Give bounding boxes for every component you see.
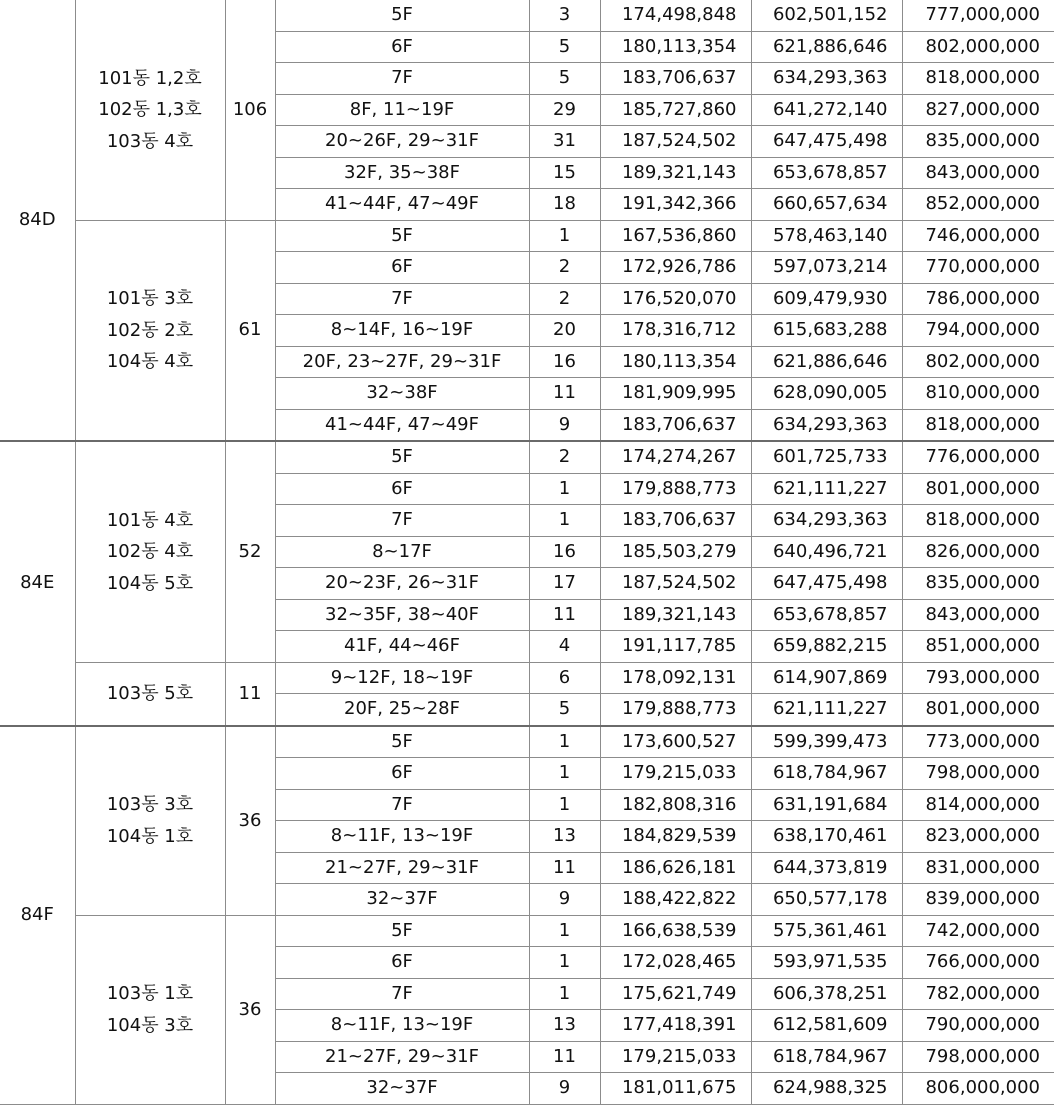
total-price-cell: 742,000,000 bbox=[902, 915, 1054, 947]
total-price-cell: 818,000,000 bbox=[902, 63, 1054, 95]
floor-range-cell: 41~44F, 47~49F bbox=[275, 409, 529, 441]
unit-count-cell: 17 bbox=[529, 568, 600, 600]
unit-count-cell: 2 bbox=[529, 441, 600, 473]
unit-count-cell: 15 bbox=[529, 157, 600, 189]
building-price-cell: 659,882,215 bbox=[751, 631, 902, 663]
unit-count-cell: 16 bbox=[529, 536, 600, 568]
floor-range-cell: 21~27F, 29~31F bbox=[275, 1041, 529, 1073]
unit-count-cell: 18 bbox=[529, 189, 600, 221]
floor-range-cell: 6F bbox=[275, 252, 529, 284]
unit-count-cell: 1 bbox=[529, 978, 600, 1010]
floor-range-cell: 6F bbox=[275, 947, 529, 979]
land-price-cell: 176,520,070 bbox=[600, 283, 751, 315]
floor-range-cell: 9~12F, 18~19F bbox=[275, 662, 529, 694]
building-price-cell: 631,191,684 bbox=[751, 789, 902, 821]
building-price-cell: 601,725,733 bbox=[751, 441, 902, 473]
floor-range-cell: 7F bbox=[275, 789, 529, 821]
building-price-cell: 621,886,646 bbox=[751, 31, 902, 63]
total-price-cell: 851,000,000 bbox=[902, 631, 1054, 663]
total-price-cell: 852,000,000 bbox=[902, 189, 1054, 221]
unit-count-cell: 5 bbox=[529, 694, 600, 726]
total-price-cell: 801,000,000 bbox=[902, 694, 1054, 726]
total-price-cell: 773,000,000 bbox=[902, 726, 1054, 758]
total-price-cell: 746,000,000 bbox=[902, 220, 1054, 252]
building-price-cell: 615,683,288 bbox=[751, 315, 902, 347]
household-count-cell: 11 bbox=[225, 662, 275, 726]
building-price-cell: 647,475,498 bbox=[751, 126, 902, 158]
building-unit-line: 102동 1,3호 bbox=[98, 99, 202, 120]
total-price-cell: 786,000,000 bbox=[902, 283, 1054, 315]
unit-count-cell: 1 bbox=[529, 726, 600, 758]
unit-count-cell: 5 bbox=[529, 31, 600, 63]
total-price-cell: 839,000,000 bbox=[902, 884, 1054, 916]
total-price-cell: 770,000,000 bbox=[902, 252, 1054, 284]
land-price-cell: 173,600,527 bbox=[600, 726, 751, 758]
total-price-cell: 802,000,000 bbox=[902, 31, 1054, 63]
land-price-cell: 182,808,316 bbox=[600, 789, 751, 821]
unit-count-cell: 1 bbox=[529, 220, 600, 252]
building-price-cell: 599,399,473 bbox=[751, 726, 902, 758]
building-price-cell: 628,090,005 bbox=[751, 378, 902, 410]
building-unit-line: 104동 5호 bbox=[106, 572, 194, 594]
building-price-cell: 606,378,251 bbox=[751, 978, 902, 1010]
land-price-cell: 179,888,773 bbox=[600, 694, 751, 726]
unit-count-cell: 16 bbox=[529, 346, 600, 378]
land-price-cell: 183,706,637 bbox=[600, 63, 751, 95]
floor-range-cell: 5F bbox=[275, 915, 529, 947]
building-price-cell: 653,678,857 bbox=[751, 157, 902, 189]
total-price-cell: 766,000,000 bbox=[902, 947, 1054, 979]
building-unit-line: 101동 4호 bbox=[106, 509, 194, 531]
unit-count-cell: 1 bbox=[529, 947, 600, 979]
land-price-cell: 178,316,712 bbox=[600, 315, 751, 347]
building-unit-line: 102동 4호 bbox=[106, 541, 194, 562]
floor-range-cell: 6F bbox=[275, 758, 529, 790]
building-price-cell: 618,784,967 bbox=[751, 1041, 902, 1073]
building-price-cell: 644,373,819 bbox=[751, 852, 902, 884]
household-count-cell: 36 bbox=[225, 915, 275, 1104]
unit-type-cell: 84E bbox=[0, 441, 75, 726]
building-price-cell: 621,111,227 bbox=[751, 694, 902, 726]
building-price-cell: 578,463,140 bbox=[751, 220, 902, 252]
unit-count-cell: 9 bbox=[529, 1073, 600, 1105]
building-unit-line: 101동 1,2호 bbox=[98, 67, 202, 89]
floor-range-cell: 32F, 35~38F bbox=[275, 157, 529, 189]
building-price-cell: 634,293,363 bbox=[751, 505, 902, 537]
building-unit-cell bbox=[75, 220, 225, 441]
unit-count-cell: 13 bbox=[529, 1010, 600, 1042]
floor-range-cell: 7F bbox=[275, 63, 529, 95]
land-price-cell: 179,888,773 bbox=[600, 473, 751, 505]
land-price-cell: 174,498,848 bbox=[600, 0, 751, 31]
total-price-cell: 835,000,000 bbox=[902, 568, 1054, 600]
total-price-cell: 777,000,000 bbox=[902, 0, 1054, 31]
land-price-cell: 178,092,131 bbox=[600, 662, 751, 694]
unit-count-cell: 3 bbox=[529, 0, 600, 31]
unit-count-cell: 20 bbox=[529, 315, 600, 347]
floor-range-cell: 32~35F, 38~40F bbox=[275, 599, 529, 631]
land-price-cell: 191,117,785 bbox=[600, 631, 751, 663]
building-price-cell: 653,678,857 bbox=[751, 599, 902, 631]
floor-range-cell: 8~11F, 13~19F bbox=[275, 821, 529, 853]
land-price-cell: 179,215,033 bbox=[600, 758, 751, 790]
household-count-cell: 52 bbox=[225, 441, 275, 662]
land-price-cell: 175,621,749 bbox=[600, 978, 751, 1010]
land-price-cell: 172,028,465 bbox=[600, 947, 751, 979]
unit-count-cell: 11 bbox=[529, 1041, 600, 1073]
land-price-cell: 167,536,860 bbox=[600, 220, 751, 252]
land-price-cell: 186,626,181 bbox=[600, 852, 751, 884]
unit-count-cell: 5 bbox=[529, 63, 600, 95]
floor-range-cell: 8F, 11~19F bbox=[275, 94, 529, 126]
floor-range-cell: 41F, 44~46F bbox=[275, 631, 529, 663]
building-unit-line: 104동 1호 bbox=[106, 825, 194, 847]
floor-range-cell: 8~17F bbox=[275, 536, 529, 568]
unit-count-cell: 11 bbox=[529, 852, 600, 884]
total-price-cell: 843,000,000 bbox=[902, 599, 1054, 631]
unit-count-cell: 11 bbox=[529, 378, 600, 410]
land-price-cell: 184,829,539 bbox=[600, 821, 751, 853]
building-price-cell: 640,496,721 bbox=[751, 536, 902, 568]
unit-count-cell: 29 bbox=[529, 94, 600, 126]
unit-count-cell: 13 bbox=[529, 821, 600, 853]
land-price-cell: 180,113,354 bbox=[600, 346, 751, 378]
total-price-cell: 818,000,000 bbox=[902, 505, 1054, 537]
unit-count-cell: 4 bbox=[529, 631, 600, 663]
building-unit-cell bbox=[75, 662, 225, 726]
building-unit-line: 104동 4호 bbox=[106, 351, 194, 372]
floor-range-cell: 6F bbox=[275, 473, 529, 505]
floor-range-cell: 20F, 25~28F bbox=[275, 694, 529, 726]
total-price-cell: 826,000,000 bbox=[902, 536, 1054, 568]
building-price-cell: 614,907,869 bbox=[751, 662, 902, 694]
floor-range-cell: 5F bbox=[275, 441, 529, 473]
floor-range-cell: 20~23F, 26~31F bbox=[275, 568, 529, 600]
building-unit-line: 101동 3호 bbox=[106, 288, 194, 309]
table-row bbox=[0, 220, 1054, 252]
building-price-cell: 634,293,363 bbox=[751, 409, 902, 441]
building-unit-line: 104동 3호 bbox=[106, 1014, 194, 1036]
table-row bbox=[0, 915, 1054, 947]
unit-count-cell: 1 bbox=[529, 789, 600, 821]
building-unit-cell bbox=[75, 441, 225, 662]
household-count-cell: 106 bbox=[225, 0, 275, 220]
floor-range-cell: 5F bbox=[275, 220, 529, 252]
total-price-cell: 798,000,000 bbox=[902, 1041, 1054, 1073]
land-price-cell: 174,274,267 bbox=[600, 441, 751, 473]
floor-range-cell: 8~14F, 16~19F bbox=[275, 315, 529, 347]
total-price-cell: 793,000,000 bbox=[902, 662, 1054, 694]
building-price-cell: 638,170,461 bbox=[751, 821, 902, 853]
floor-range-cell: 5F bbox=[275, 0, 529, 31]
land-price-cell: 180,113,354 bbox=[600, 31, 751, 63]
building-price-cell: 634,293,363 bbox=[751, 63, 902, 95]
building-price-cell: 575,361,461 bbox=[751, 915, 902, 947]
floor-range-cell: 8~11F, 13~19F bbox=[275, 1010, 529, 1042]
unit-count-cell: 1 bbox=[529, 758, 600, 790]
total-price-cell: 823,000,000 bbox=[902, 821, 1054, 853]
land-price-cell: 185,503,279 bbox=[600, 536, 751, 568]
total-price-cell: 790,000,000 bbox=[902, 1010, 1054, 1042]
land-price-cell: 187,524,502 bbox=[600, 126, 751, 158]
total-price-cell: 798,000,000 bbox=[902, 758, 1054, 790]
household-count-cell: 36 bbox=[225, 726, 275, 916]
floor-range-cell: 20~26F, 29~31F bbox=[275, 126, 529, 158]
floor-range-cell: 32~38F bbox=[275, 378, 529, 410]
building-unit-line: 103동 3호 bbox=[106, 794, 194, 815]
total-price-cell: 835,000,000 bbox=[902, 126, 1054, 158]
total-price-cell: 831,000,000 bbox=[902, 852, 1054, 884]
total-price-cell: 806,000,000 bbox=[902, 1073, 1054, 1105]
floor-range-cell: 6F bbox=[275, 31, 529, 63]
floor-range-cell: 7F bbox=[275, 978, 529, 1010]
building-price-cell: 609,479,930 bbox=[751, 283, 902, 315]
unit-count-cell: 1 bbox=[529, 915, 600, 947]
total-price-cell: 810,000,000 bbox=[902, 378, 1054, 410]
land-price-cell: 189,321,143 bbox=[600, 599, 751, 631]
unit-count-cell: 9 bbox=[529, 884, 600, 916]
table-row bbox=[0, 0, 1054, 31]
unit-count-cell: 9 bbox=[529, 409, 600, 441]
land-price-cell: 181,909,995 bbox=[600, 378, 751, 410]
unit-count-cell: 6 bbox=[529, 662, 600, 694]
floor-range-cell: 7F bbox=[275, 505, 529, 537]
table-row bbox=[0, 441, 1054, 473]
floor-range-cell: 7F bbox=[275, 283, 529, 315]
building-price-cell: 647,475,498 bbox=[751, 568, 902, 600]
household-count-cell: 61 bbox=[225, 220, 275, 441]
land-price-cell: 183,706,637 bbox=[600, 409, 751, 441]
unit-count-cell: 2 bbox=[529, 283, 600, 315]
unit-type-cell: 84D bbox=[0, 0, 75, 441]
building-price-cell: 602,501,152 bbox=[751, 0, 902, 31]
land-price-cell: 166,638,539 bbox=[600, 915, 751, 947]
building-price-cell: 597,073,214 bbox=[751, 252, 902, 284]
floor-range-cell: 41~44F, 47~49F bbox=[275, 189, 529, 221]
total-price-cell: 818,000,000 bbox=[902, 409, 1054, 441]
total-price-cell: 802,000,000 bbox=[902, 346, 1054, 378]
unit-count-cell: 2 bbox=[529, 252, 600, 284]
building-unit-line: 103동 1호 bbox=[106, 983, 194, 1004]
building-price-cell: 660,657,634 bbox=[751, 189, 902, 221]
building-price-cell: 641,272,140 bbox=[751, 94, 902, 126]
unit-count-cell: 1 bbox=[529, 473, 600, 505]
building-price-cell: 621,886,646 bbox=[751, 346, 902, 378]
building-price-cell: 618,784,967 bbox=[751, 758, 902, 790]
building-unit-cell bbox=[75, 0, 225, 220]
building-unit-cell bbox=[75, 726, 225, 916]
unit-type-cell: 84F bbox=[0, 726, 75, 1105]
land-price-cell: 177,418,391 bbox=[600, 1010, 751, 1042]
building-unit-line: 103동 5호 bbox=[106, 682, 194, 704]
building-price-cell: 621,111,227 bbox=[751, 473, 902, 505]
floor-range-cell: 32~37F bbox=[275, 884, 529, 916]
land-price-cell: 188,422,822 bbox=[600, 884, 751, 916]
land-price-cell: 183,706,637 bbox=[600, 505, 751, 537]
building-price-cell: 650,577,178 bbox=[751, 884, 902, 916]
land-price-cell: 181,011,675 bbox=[600, 1073, 751, 1105]
land-price-cell: 189,321,143 bbox=[600, 157, 751, 189]
land-price-cell: 172,926,786 bbox=[600, 252, 751, 284]
total-price-cell: 827,000,000 bbox=[902, 94, 1054, 126]
unit-count-cell: 11 bbox=[529, 599, 600, 631]
total-price-cell: 814,000,000 bbox=[902, 789, 1054, 821]
land-price-cell: 191,342,366 bbox=[600, 189, 751, 221]
floor-range-cell: 5F bbox=[275, 726, 529, 758]
land-price-cell: 185,727,860 bbox=[600, 94, 751, 126]
unit-count-cell: 31 bbox=[529, 126, 600, 158]
building-unit-cell bbox=[75, 915, 225, 1104]
building-unit-line: 102동 2호 bbox=[106, 319, 194, 341]
table-row bbox=[0, 726, 1054, 758]
land-price-cell: 179,215,033 bbox=[600, 1041, 751, 1073]
building-unit-line: 103동 4호 bbox=[106, 130, 194, 152]
floor-range-cell: 21~27F, 29~31F bbox=[275, 852, 529, 884]
total-price-cell: 801,000,000 bbox=[902, 473, 1054, 505]
building-price-cell: 624,988,325 bbox=[751, 1073, 902, 1105]
unit-count-cell: 1 bbox=[529, 505, 600, 537]
floor-range-cell: 32~37F bbox=[275, 1073, 529, 1105]
total-price-cell: 776,000,000 bbox=[902, 441, 1054, 473]
total-price-cell: 782,000,000 bbox=[902, 978, 1054, 1010]
land-price-cell: 187,524,502 bbox=[600, 568, 751, 600]
total-price-cell: 794,000,000 bbox=[902, 315, 1054, 347]
building-price-cell: 593,971,535 bbox=[751, 947, 902, 979]
floor-range-cell: 20F, 23~27F, 29~31F bbox=[275, 346, 529, 378]
table-row bbox=[0, 662, 1054, 694]
building-price-cell: 612,581,609 bbox=[751, 1010, 902, 1042]
total-price-cell: 843,000,000 bbox=[902, 157, 1054, 189]
